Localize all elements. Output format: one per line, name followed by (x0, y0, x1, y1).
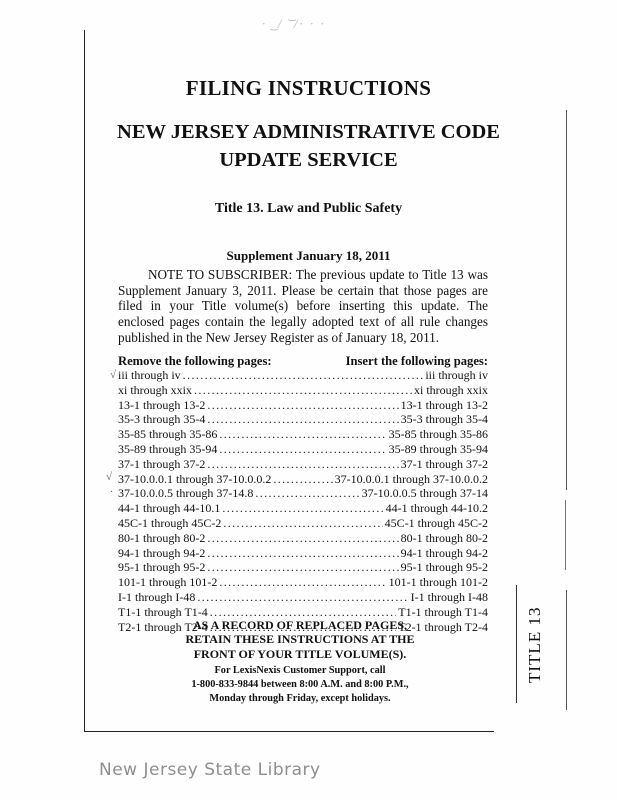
page-list-row (118, 472, 488, 487)
remove-pages: 94-1 through 94-2 (118, 545, 206, 560)
remove-pages: 80-1 through 80-2 (118, 530, 206, 545)
subtitle-line-1: NEW JERSEY ADMINISTRATIVE CODE (117, 121, 500, 143)
page-subtitle (0, 118, 617, 174)
page-list-row (118, 501, 488, 516)
leader-dots (207, 398, 398, 412)
subtitle-line-2: UPDATE SERVICE (219, 149, 398, 171)
page-list-row (118, 546, 488, 561)
leader-dots (210, 605, 396, 619)
remove-pages: 44-1 through 44-10.1 (118, 501, 221, 516)
frame-bottom-rule (84, 731, 494, 732)
title-tab-label: TITLE 13 (525, 606, 544, 684)
leader-dots (219, 442, 386, 456)
subscriber-note: NOTE TO SUBSCRIBER: The previous update to Title 13 was Supplement January 3, 2011. Please be certain that those pages are filed in your Title volume(s) before inserting this update. The enclosed pages contain the legally adopted text of all rule changes published in the New Jersey Register as of January 18, 2011. (118, 267, 488, 345)
remove-pages: 37-10.0.0.5 through 37-14.8 (118, 486, 254, 501)
page-list (118, 368, 488, 634)
insert-pages: I-1 through I-48 (410, 589, 488, 604)
check-mark: √ (110, 369, 117, 381)
insert-pages: 95-1 through 95-2 (400, 560, 488, 575)
page-list-row (118, 516, 488, 531)
record-notice (0, 618, 600, 661)
insert-pages: 37-10.0.0.5 through 37-14 (361, 486, 488, 501)
remove-pages: 37-1 through 37-2 (118, 456, 206, 471)
page-list-row (118, 560, 488, 575)
page-title: FILING INSTRUCTIONS (185, 76, 432, 100)
insert-pages: xi through xxix (414, 382, 488, 397)
title-name: Title 13. Law and Public Safety (214, 201, 403, 216)
insert-pages: 37-1 through 37-2 (400, 456, 488, 471)
leader-dots (207, 560, 398, 574)
remove-column-header: Remove the following pages: (118, 354, 272, 368)
supplement-date: Supplement January 18, 2011 (226, 248, 391, 263)
page-list-row (118, 368, 488, 383)
insert-pages: 35-3 through 35-4 (400, 412, 488, 427)
remove-pages: 37-10.0.0.1 through 37-10.0.0.2 (118, 471, 272, 486)
scan-mark: · ͜ / ͝ /· · · (262, 16, 326, 31)
leader-dots (223, 516, 382, 530)
insert-pages: 101-1 through 101-2 (388, 575, 488, 590)
remove-pages: xi through xxix (118, 382, 192, 397)
remove-pages: 35-85 through 35-86 (118, 427, 218, 442)
insert-pages: 94-1 through 94-2 (400, 545, 488, 560)
page-list-row (118, 486, 488, 501)
insert-pages: 44-1 through 44-10.2 (385, 501, 488, 516)
leader-dots (219, 575, 386, 589)
check-mark: · (110, 486, 113, 498)
page-list-row (118, 383, 488, 398)
remove-pages: iii through iv (118, 368, 181, 382)
page-list-row (118, 575, 488, 590)
insert-pages: T2-1 through T2-4 (398, 619, 488, 634)
remove-pages: 95-1 through 95-2 (118, 560, 206, 575)
record-line-1: AS A RECORD OF REPLACED PAGES, (192, 618, 408, 632)
insert-pages: 35-85 through 35-86 (388, 427, 488, 442)
leader-dots (194, 383, 412, 397)
leader-dots (197, 590, 408, 604)
leader-dots (222, 501, 383, 515)
remove-pages: T2-1 through T2-4 (118, 619, 208, 634)
insert-pages: 13-1 through 13-2 (400, 397, 488, 412)
remove-pages: 101-1 through 101-2 (118, 575, 218, 590)
support-line-3: Monday through Friday, except holidays. (209, 693, 391, 704)
leader-dots (207, 412, 398, 426)
remove-pages: 13-1 through 13-2 (118, 397, 206, 412)
support-line-2: 1-800-833-9844 between 8:00 A.M. and 8:00 P.M., (191, 679, 409, 690)
insert-pages: 37-10.0.0.1 through 37-10.0.0.2 (334, 471, 488, 486)
leader-dots (207, 457, 398, 471)
page-list-row (118, 531, 488, 546)
record-line-3: FRONT OF YOUR TITLE VOLUME(S). (193, 646, 407, 661)
remove-pages: 35-3 through 35-4 (118, 412, 206, 427)
insert-pages: 35-89 through 35-94 (388, 441, 488, 456)
page-list-row (118, 442, 488, 457)
insert-pages: T1-1 through T1-4 (398, 604, 488, 619)
insert-pages: 45C-1 through 45C-2 (384, 515, 488, 530)
leader-dots (273, 472, 332, 486)
remove-pages: 35-89 through 35-94 (118, 441, 218, 456)
record-line-2: RETAIN THESE INSTRUCTIONS AT THE (185, 632, 415, 647)
remove-pages: T1-1 through T1-4 (118, 604, 208, 619)
insert-column-header: Insert the following pages: (345, 354, 488, 368)
remove-pages: I-1 through I-48 (118, 589, 196, 604)
insert-pages: 80-1 through 80-2 (400, 530, 488, 545)
frame-right-tick (565, 500, 566, 570)
leader-dots (207, 546, 398, 560)
check-mark: √ (106, 471, 113, 483)
leader-dots (183, 368, 424, 382)
page-list-row (118, 427, 488, 442)
leader-dots (207, 531, 398, 545)
support-notice (0, 664, 600, 706)
insert-pages: iii through iv (425, 368, 488, 382)
leader-dots (219, 427, 386, 441)
page-list-row (118, 398, 488, 413)
library-stamp: New Jersey State Library (99, 760, 321, 780)
page-list-row (118, 457, 488, 472)
remove-pages: 45C-1 through 45C-2 (118, 515, 222, 530)
leader-dots (255, 486, 359, 500)
page-list-row (118, 590, 488, 605)
support-line-1: For LexisNexis Customer Support, call (214, 665, 386, 676)
page-list-row (118, 412, 488, 427)
